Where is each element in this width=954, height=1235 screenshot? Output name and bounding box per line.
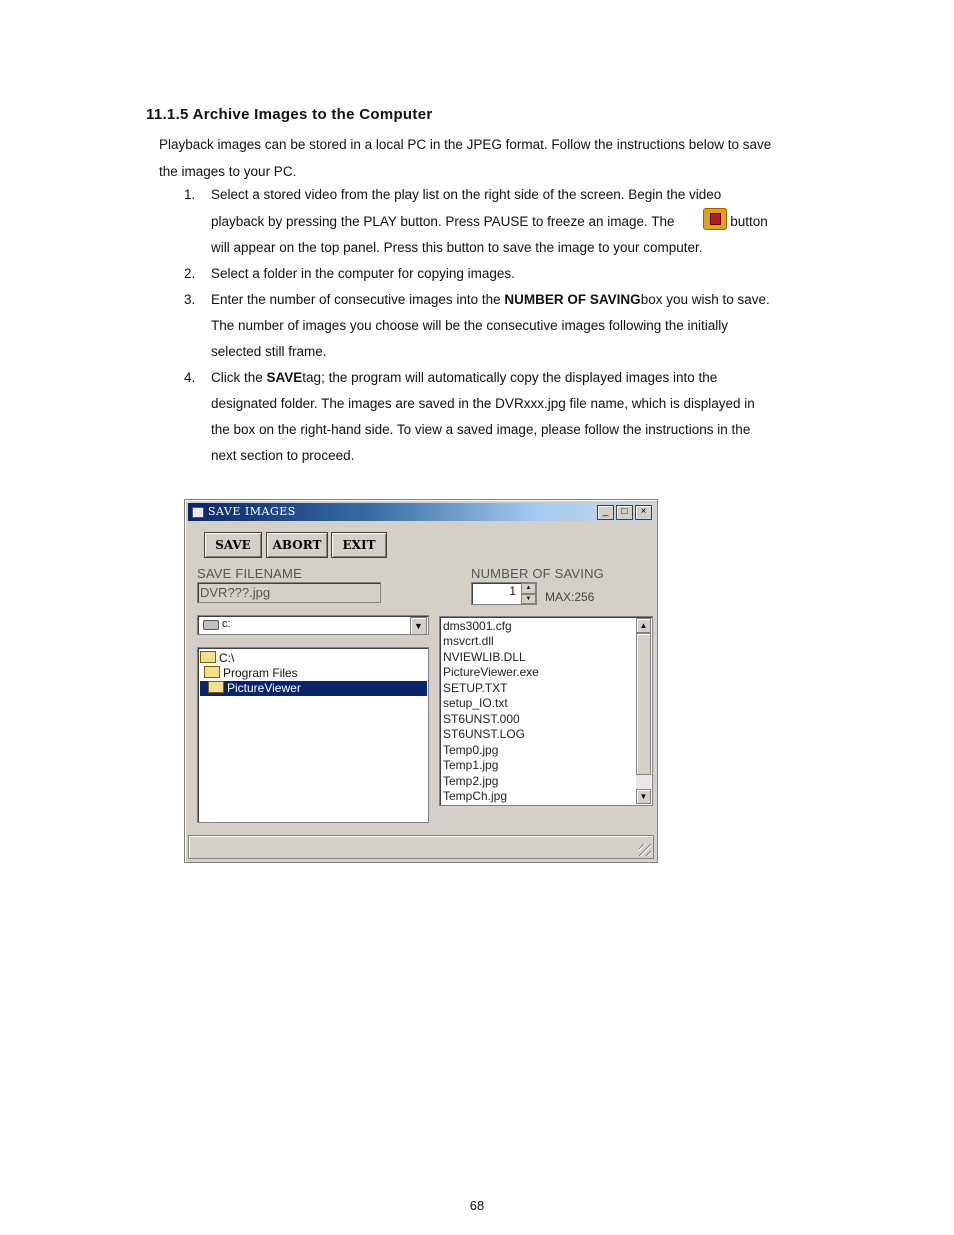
list-item[interactable]: Temp0.jpg: [443, 743, 499, 757]
step-text: Select a stored video from the play list on the right side of the screen. Begin the video playback by pressing the PLAY button. Press PAUSE to freeze an image. The: [211, 187, 722, 229]
save-button[interactable]: SAVE: [204, 532, 262, 558]
list-item[interactable]: PictureViewer.exe: [443, 665, 539, 679]
list-item[interactable]: ST6UNST.000: [443, 712, 520, 726]
step-4: [184, 365, 774, 469]
save-filename-label: SAVE FILENAME: [197, 566, 302, 581]
number-of-saving-stepper[interactable]: [471, 582, 537, 605]
step-bold-term: SAVE: [266, 370, 303, 385]
list-item[interactable]: setup_IO.txt: [443, 696, 508, 710]
open-folder-icon: [204, 666, 220, 678]
page-number: 68: [469, 1198, 485, 1213]
folder-tree: [197, 647, 429, 823]
list-item[interactable]: TempCh.jpg: [443, 789, 508, 803]
step-text: Select a folder in the computer for copying images.: [211, 266, 515, 281]
save-image-icon: [703, 208, 727, 230]
step-bold-term: NUMBER OF SAVING: [504, 292, 641, 307]
window-controls: [597, 505, 652, 520]
folder-item[interactable]: Program Files: [200, 666, 427, 681]
resize-grip-icon[interactable]: [639, 844, 651, 856]
section-heading: 11.1.5 Archive Images to the Computer: [146, 106, 433, 123]
step-1: [184, 182, 774, 261]
step-text-continued: box you wish to save. The number of images you choose will be the consecutive images following the initially selected still frame.: [211, 292, 770, 359]
step-number: 2.: [184, 266, 196, 281]
list-item[interactable]: NVIEWLIB.DLL: [443, 650, 526, 664]
drive-value: c:: [222, 618, 231, 630]
step-number: 3.: [184, 292, 196, 307]
list-item[interactable]: Temp1.jpg: [443, 758, 499, 772]
step-2: [184, 261, 774, 287]
max-label: MAX:256: [545, 590, 595, 604]
list-item[interactable]: dms3001.cfg: [443, 619, 512, 633]
folder-item-selected[interactable]: PictureViewer: [200, 681, 427, 696]
drive-select[interactable]: [197, 615, 429, 635]
number-of-saving-value: 1: [509, 584, 516, 598]
instruction-steps: [184, 182, 774, 469]
folder-item[interactable]: C:\: [200, 651, 427, 666]
close-icon[interactable]: ×: [635, 505, 652, 520]
stepper-down-icon[interactable]: ▼: [521, 594, 536, 605]
step-text: Enter the number of consecutive images into the: [211, 292, 505, 307]
dialog-title: SAVE IMAGES: [208, 505, 296, 518]
step-3: [184, 287, 774, 365]
file-list-scrollbar[interactable]: [636, 618, 651, 804]
scroll-thumb[interactable]: [636, 633, 651, 775]
list-item[interactable]: SETUP.TXT: [443, 681, 508, 695]
step-number: 1.: [184, 187, 196, 202]
file-list: [439, 616, 653, 806]
step-number: 4.: [184, 370, 196, 385]
list-item[interactable]: ST6UNST.LOG: [443, 727, 526, 741]
step-text-continued: tag; the program will automatically copy the displayed images into the designated folder. The images are saved in the DVRxxx.jpg file name, which is displayed in the box on the right-hand side. To view a saved image, please follow the instructions in the next section to proceed.: [211, 370, 755, 463]
save-images-dialog: [184, 499, 658, 863]
minimize-icon[interactable]: _: [597, 505, 614, 520]
open-folder-icon: [208, 681, 224, 693]
abort-button[interactable]: ABORT: [266, 532, 328, 558]
step-text-continued: button will appear on the top panel. Press this button to save the image to your computer.: [211, 214, 768, 255]
save-filename-field[interactable]: DVR???.jpg: [197, 582, 381, 603]
chevron-down-icon[interactable]: ▼: [410, 617, 427, 635]
maximize-icon[interactable]: □: [616, 505, 633, 520]
stepper-up-icon[interactable]: ▲: [521, 583, 536, 594]
number-of-saving-label: NUMBER OF SAVING: [471, 566, 604, 581]
window-icon: [192, 507, 204, 518]
list-item[interactable]: Temp2.jpg: [443, 774, 499, 788]
scroll-up-icon[interactable]: ▲: [636, 618, 651, 633]
exit-button[interactable]: EXIT: [331, 532, 387, 558]
list-item[interactable]: msvcrt.dll: [443, 634, 494, 648]
scroll-down-icon[interactable]: ▼: [636, 789, 651, 804]
intro-paragraph: Playback images can be stored in a local PC in the JPEG format. Follow the instructions below to save the images to your PC.: [159, 137, 772, 179]
step-text: Click the: [211, 370, 267, 385]
status-bar: [188, 835, 654, 859]
dialog-titlebar[interactable]: [188, 503, 654, 521]
drive-icon: [203, 620, 219, 630]
open-folder-icon: [200, 651, 216, 663]
